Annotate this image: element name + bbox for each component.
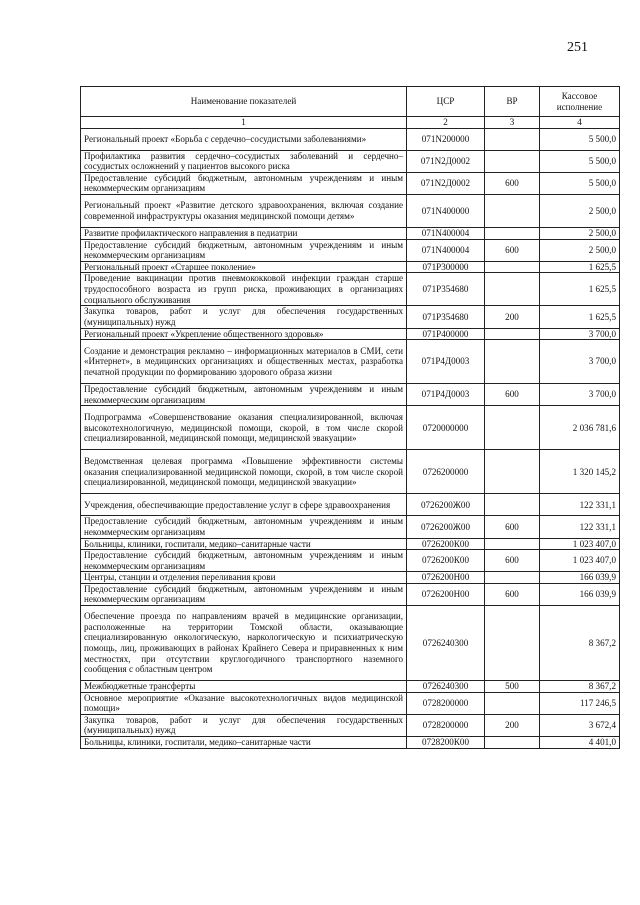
table-row <box>81 150 620 172</box>
row-csr: 071N200000 <box>407 128 485 150</box>
column-number: 3 <box>485 117 540 129</box>
row-vr <box>485 606 540 681</box>
table-row <box>81 538 620 550</box>
row-csr: 071N400004 <box>407 227 485 239</box>
row-vr: 600 <box>485 384 540 406</box>
row-vr: 600 <box>485 550 540 572</box>
table-row <box>81 306 620 328</box>
row-name: Закупка товаров, работ и услуг для обеспечения государственных (муниципальных) нужд <box>81 306 407 328</box>
table-row <box>81 273 620 306</box>
row-amount: 1 625,5 <box>540 306 620 328</box>
column-number: 1 <box>81 117 407 129</box>
table-row <box>81 714 620 736</box>
row-csr: 071P300000 <box>407 261 485 273</box>
row-csr: 071P354680 <box>407 273 485 306</box>
row-name: Предоставление субсидий бюджетным, автономным учреждениям и иным некоммерческим организациям <box>81 239 407 261</box>
row-name: Региональный проект «Развитие детского здравоохранения, включая создание современной инфраструктуры оказания медицинской помощи детям» <box>81 194 407 227</box>
row-amount: 166 039,9 <box>540 583 620 605</box>
row-vr <box>485 737 540 749</box>
row-csr: 0726200Н00 <box>407 572 485 584</box>
row-csr: 071N400000 <box>407 194 485 227</box>
row-vr: 600 <box>485 516 540 538</box>
row-vr <box>485 194 540 227</box>
row-vr <box>485 273 540 306</box>
row-amount: 5 500,0 <box>540 128 620 150</box>
column-number-row <box>81 117 620 129</box>
row-csr: 071P354680 <box>407 306 485 328</box>
header-vr: ВР <box>485 87 540 117</box>
table-row <box>81 494 620 516</box>
page-number: 251 <box>567 40 588 55</box>
row-csr: 071P4Д0003 <box>407 384 485 406</box>
row-csr: 0726200Н00 <box>407 583 485 605</box>
row-vr <box>485 128 540 150</box>
row-amount: 5 500,0 <box>540 150 620 172</box>
row-amount: 122 331,1 <box>540 516 620 538</box>
row-name: Предоставление субсидий бюджетным, автономным учреждениям и иным некоммерческим организациям <box>81 384 407 406</box>
row-csr: 0720000000 <box>407 406 485 450</box>
column-number: 4 <box>540 117 620 129</box>
row-vr: 600 <box>485 583 540 605</box>
row-vr <box>485 538 540 550</box>
row-name: Предоставление субсидий бюджетным, автономным учреждениям и иным некоммерческим организациям <box>81 516 407 538</box>
row-name: Предоставление субсидий бюджетным, автономным учреждениям и иным некоммерческим организациям <box>81 583 407 605</box>
row-csr: 0726200К00 <box>407 550 485 572</box>
table-row <box>81 384 620 406</box>
row-csr: 071N2Д0002 <box>407 172 485 194</box>
row-name: Учреждения, обеспечивающие предоставление услуг в сфере здравоохранения <box>81 494 407 516</box>
row-vr <box>485 150 540 172</box>
row-csr: 071P400000 <box>407 328 485 340</box>
row-vr <box>485 406 540 450</box>
row-name: Межбюджетные трансферты <box>81 681 407 693</box>
table-row <box>81 516 620 538</box>
table-row <box>81 737 620 749</box>
row-amount: 3 700,0 <box>540 328 620 340</box>
row-name: Создание и демонстрация рекламно – информационных материалов в СМИ, сети «Интернет», в медицинских организациях и общественных местах, разработка печатной продукции по формированию здорового образа жизни <box>81 340 407 384</box>
table-header-row <box>81 87 620 117</box>
row-vr <box>485 572 540 584</box>
table-row <box>81 261 620 273</box>
row-vr <box>485 450 540 494</box>
row-name: Профилактика развития сердечно–сосудистых заболеваний и сердечно–сосудистых осложнений у пациентов высокого риска <box>81 150 407 172</box>
row-name: Региональный проект «Старшее поколение» <box>81 261 407 273</box>
header-amount: Кассовое исполнение <box>540 87 620 117</box>
row-name: Больницы, клиники, госпитали, медико–санитарные части <box>81 538 407 550</box>
row-amount: 122 331,1 <box>540 494 620 516</box>
header-name: Наименование показателей <box>81 87 407 117</box>
row-amount: 2 500,0 <box>540 194 620 227</box>
table-row <box>81 340 620 384</box>
row-vr: 600 <box>485 172 540 194</box>
table-row <box>81 692 620 714</box>
row-amount: 2 036 781,6 <box>540 406 620 450</box>
row-csr: 0728200000 <box>407 714 485 736</box>
table-row <box>81 550 620 572</box>
row-amount: 3 672,4 <box>540 714 620 736</box>
row-vr: 600 <box>485 239 540 261</box>
column-number: 2 <box>407 117 485 129</box>
table-row <box>81 227 620 239</box>
row-amount: 1 023 407,0 <box>540 538 620 550</box>
row-csr: 0728200К00 <box>407 737 485 749</box>
table-row <box>81 172 620 194</box>
table-row <box>81 406 620 450</box>
table-row <box>81 583 620 605</box>
row-csr: 0726200Ж00 <box>407 494 485 516</box>
row-name: Центры, станции и отделения переливания крови <box>81 572 407 584</box>
row-vr: 500 <box>485 681 540 693</box>
row-vr: 200 <box>485 714 540 736</box>
row-amount: 4 401,0 <box>540 737 620 749</box>
row-amount: 1 625,5 <box>540 261 620 273</box>
row-amount: 3 700,0 <box>540 384 620 406</box>
row-name: Развитие профилактического направления в педиатрии <box>81 227 407 239</box>
row-vr <box>485 328 540 340</box>
row-amount: 3 700,0 <box>540 340 620 384</box>
table-row <box>81 606 620 681</box>
row-csr: 0726240300 <box>407 606 485 681</box>
row-name: Подпрограмма «Совершенствование оказания специализированной, включая высокотехнологичную, медицинской помощи, скорой, в том числе скорой специализированной, медицинской помощи, медицинской эвакуации» <box>81 406 407 450</box>
row-csr: 071N400004 <box>407 239 485 261</box>
row-csr: 071P4Д0003 <box>407 340 485 384</box>
row-name: Закупка товаров, работ и услуг для обеспечения государственных (муниципальных) нужд <box>81 714 407 736</box>
row-vr: 200 <box>485 306 540 328</box>
row-vr <box>485 692 540 714</box>
row-csr: 0726200К00 <box>407 538 485 550</box>
row-amount: 1 023 407,0 <box>540 550 620 572</box>
row-amount: 117 246,5 <box>540 692 620 714</box>
row-name: Проведение вакцинации против пневмококковой инфекции граждан старше трудоспособного возраста из групп риска, проживающих в организациях социального обслуживания <box>81 273 407 306</box>
budget-table <box>80 86 620 749</box>
row-csr: 0728200000 <box>407 692 485 714</box>
row-csr: 0726240300 <box>407 681 485 693</box>
row-name: Основное мероприятие «Оказание высокотехнологичных видов медицинской помощи» <box>81 692 407 714</box>
row-amount: 1 625,5 <box>540 273 620 306</box>
row-name: Предоставление субсидий бюджетным, автономным учреждениям и иным некоммерческим организациям <box>81 172 407 194</box>
row-csr: 071N2Д0002 <box>407 150 485 172</box>
row-name: Ведомственная целевая программа «Повышение эффективности системы оказания специализированной медицинской помощи, скорой, в том числе скорой специализированной, медицинской помощи, медицинской эвакуации» <box>81 450 407 494</box>
row-amount: 5 500,0 <box>540 172 620 194</box>
row-vr <box>485 340 540 384</box>
row-csr: 0726200000 <box>407 450 485 494</box>
table-row <box>81 681 620 693</box>
row-vr <box>485 227 540 239</box>
row-vr <box>485 261 540 273</box>
row-name: Предоставление субсидий бюджетным, автономным учреждениям и иным некоммерческим организациям <box>81 550 407 572</box>
row-amount: 2 500,0 <box>540 239 620 261</box>
table-row <box>81 239 620 261</box>
table-row <box>81 572 620 584</box>
row-amount: 8 367,2 <box>540 606 620 681</box>
row-csr: 0726200Ж00 <box>407 516 485 538</box>
row-amount: 1 320 145,2 <box>540 450 620 494</box>
table-row <box>81 128 620 150</box>
table-row <box>81 450 620 494</box>
row-name: Региональный проект «Укрепление общественного здоровья» <box>81 328 407 340</box>
row-name: Региональный проект «Борьба с сердечно–сосудистыми заболеваниями» <box>81 128 407 150</box>
header-csr: ЦСР <box>407 87 485 117</box>
table-row <box>81 194 620 227</box>
row-vr <box>485 494 540 516</box>
row-amount: 8 367,2 <box>540 681 620 693</box>
row-amount: 166 039,9 <box>540 572 620 584</box>
row-amount: 2 500,0 <box>540 227 620 239</box>
row-name: Обеспечение проезда по направлениям врачей в медицинские организации, расположенные на территории Томской области, оказывающие специализированную онкологическую, наркологическую и психиатрическую помощь, лиц, проживающих в районах Крайнего Севера и приравненных к ним местностях, при отсутствии круглогодичного транспортного наземного сообщения с областным центром <box>81 606 407 681</box>
row-name: Больницы, клиники, госпитали, медико–санитарные части <box>81 737 407 749</box>
table-row <box>81 328 620 340</box>
